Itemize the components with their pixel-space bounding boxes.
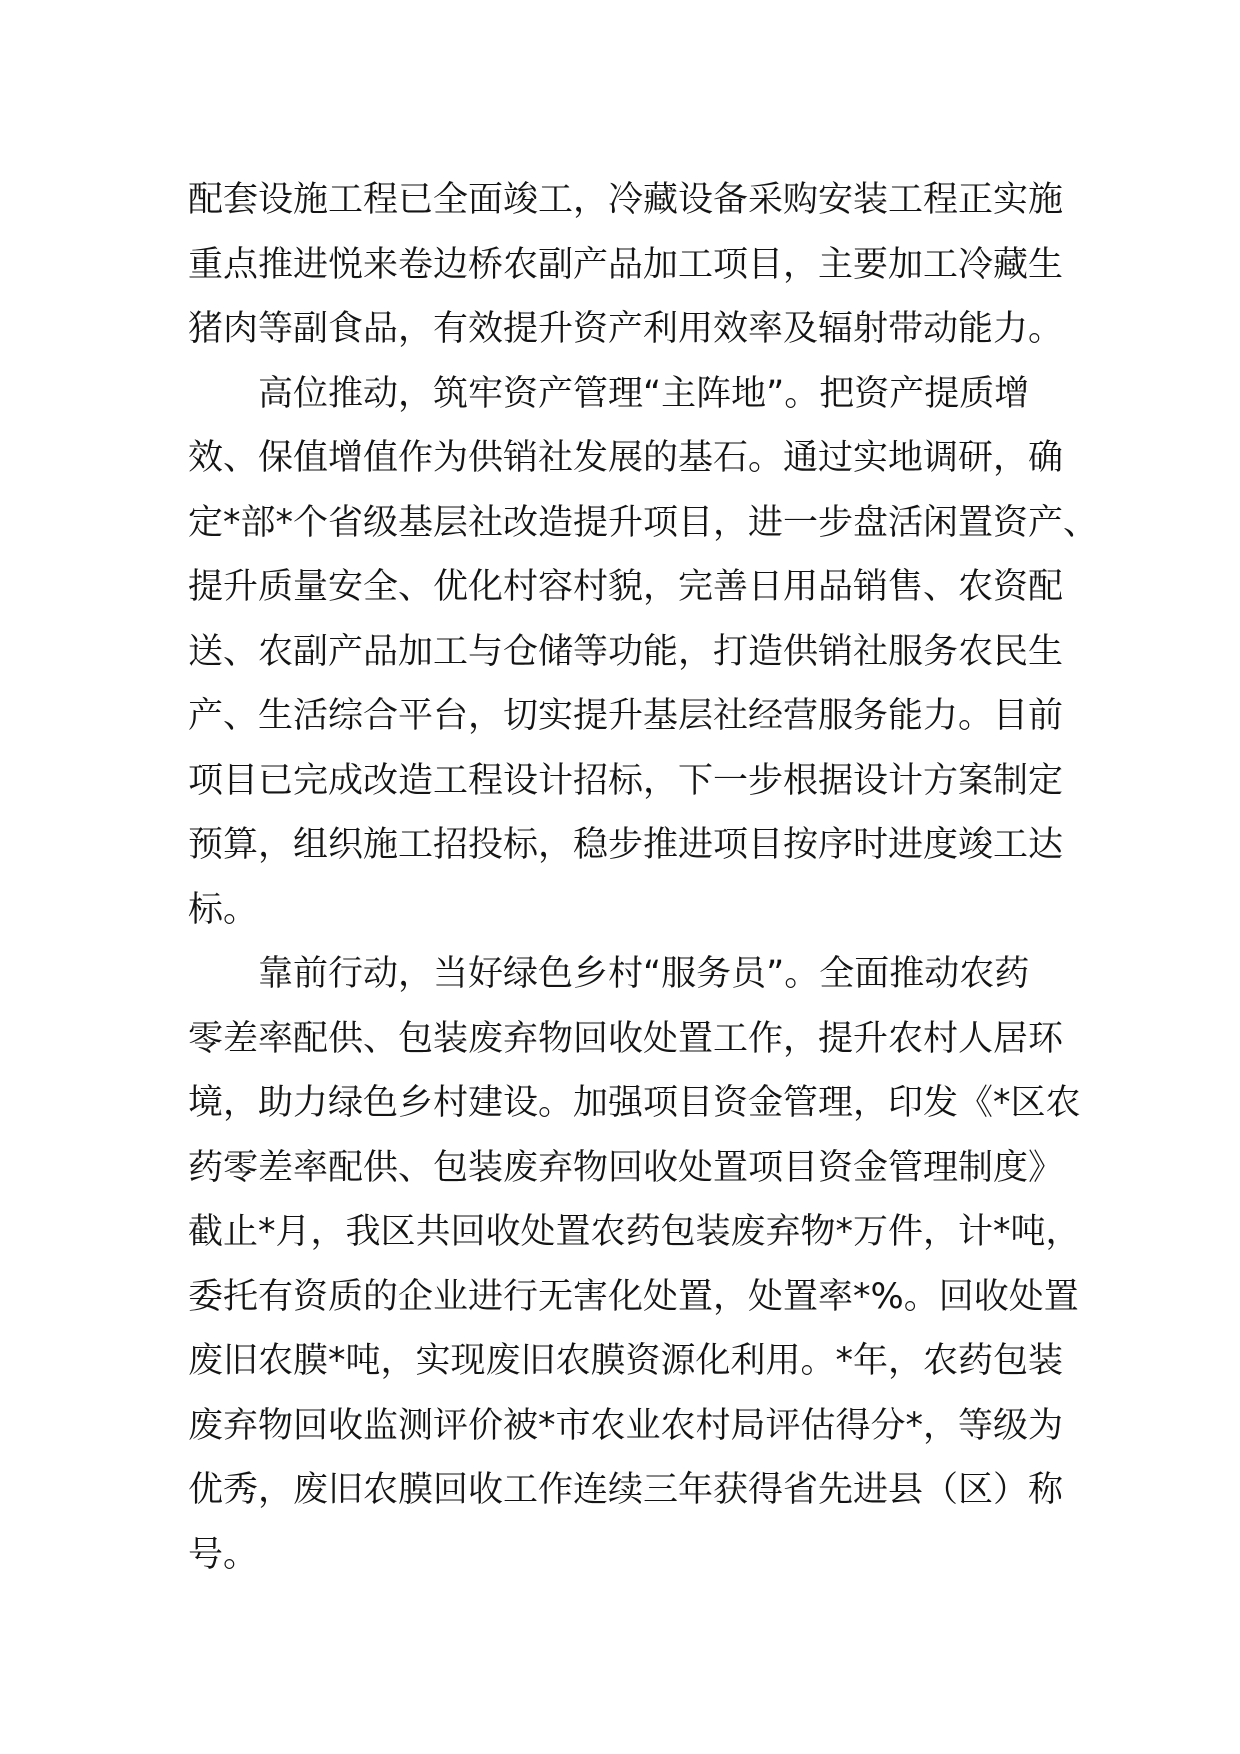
text-line: 废旧农膜*吨，实现废旧农膜资源化利用。*年，农药包装 [188, 1341, 1064, 1381]
text-line: 截止*月，我区共回收处置农药包装废弃物*万件，计*吨， [188, 1212, 1081, 1252]
text-line: 送、农副产品加工与仓储等功能，打造供销社服务农民生 [188, 631, 1064, 672]
text-line: 项目已完成改造工程设计招标，下一步根据设计方案制定 [188, 760, 1064, 801]
document-body [188, 168, 1099, 1587]
paragraph-heading-line: 高位推动，筑牢资产管理“主阵地”。把资产提质增 [258, 373, 1030, 414]
paragraph-heading-line: 靠前行动，当好绿色乡村“服务员”。全面推动农药 [258, 954, 1030, 994]
text-line: 标。 [188, 889, 259, 930]
text-line: 委托有资质的企业进行无害化处置，处置率*%。回收处置 [188, 1276, 1079, 1317]
text-line: 号。 [188, 1534, 259, 1575]
text-line: 零差率配供、包装废弃物回收处置工作，提升农村人居环 [188, 1018, 1064, 1059]
text-line: 配套设施工程已全面竣工，冷藏设备采购安装工程正实施 [188, 180, 1064, 220]
text-line: 定*部*个省级基层社改造提升项目，进一步盘活闲置资产、 [188, 502, 1099, 543]
text-line: 效、保值增值作为供销社发展的基石。通过实地调研，确 [188, 438, 1064, 478]
text-line: 优秀，废旧农膜回收工作连续三年获得省先进县（区）称 [188, 1470, 1064, 1510]
text-line: 预算，组织施工招投标，稳步推进项目按序时进度竣工达 [188, 825, 1064, 865]
text-line: 重点推进悦来卷边桥农副产品加工项目，主要加工冷藏生 [188, 244, 1064, 285]
text-line: 废弃物回收监测评价被*市农业农村局评估得分*，等级为 [188, 1405, 1064, 1446]
text-line: 产、生活综合平台，切实提升基层社经营服务能力。目前 [188, 696, 1064, 736]
text-line: 境，助力绿色乡村建设。加强项目资金管理，印发《*区农 [188, 1083, 1081, 1123]
text-line: 猪肉等副食品，有效提升资产利用效率及辐射带动能力。 [188, 309, 1064, 349]
text-line: 药零差率配供、包装废弃物回收处置项目资金管理制度》 [188, 1147, 1064, 1188]
text-line: 提升质量安全、优化村容村貌，完善日用品销售、农资配 [188, 567, 1064, 607]
